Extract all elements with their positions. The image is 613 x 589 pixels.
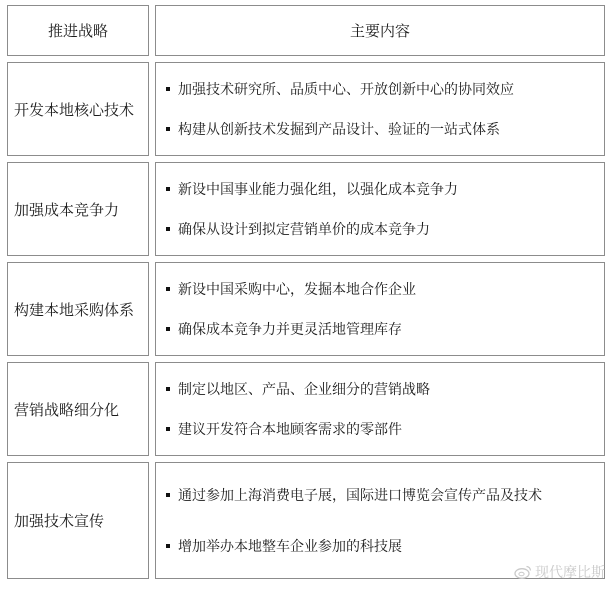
strategy-cell: 加强成本竞争力 bbox=[7, 162, 149, 256]
bullet-icon bbox=[166, 227, 170, 231]
item-text: 加强技术研究所、品质中心、开放创新中心的协同效应 bbox=[178, 82, 514, 98]
list-item bbox=[166, 279, 604, 299]
header-content: 主要内容 bbox=[155, 5, 605, 56]
item-text: 通过参加上海消费电子展，国际进口博览会宣传产品及技术 bbox=[178, 487, 542, 504]
content-cell bbox=[155, 62, 605, 156]
content-cell bbox=[155, 362, 605, 456]
item-text: 制定以地区、产品、企业细分的营销战略 bbox=[178, 382, 430, 398]
bullet-icon bbox=[166, 427, 170, 431]
list-item bbox=[166, 485, 604, 505]
strategy-table bbox=[7, 5, 605, 579]
bullet-icon bbox=[166, 493, 170, 497]
list-item bbox=[166, 119, 604, 139]
strategy-cell: 构建本地采购体系 bbox=[7, 262, 149, 356]
item-text: 确保从设计到拟定营销单价的成本竞争力 bbox=[178, 222, 430, 238]
weibo-icon bbox=[514, 565, 532, 579]
list-item bbox=[166, 319, 604, 339]
item-text: 确保成本竞争力并更灵活地管理库存 bbox=[178, 322, 402, 338]
list-item bbox=[166, 179, 604, 199]
watermark-text: 现代摩比斯 bbox=[535, 565, 605, 581]
item-text: 建议开发符合本地顾客需求的零部件 bbox=[178, 422, 402, 438]
item-text: 增加举办本地整车企业参加的科技展 bbox=[178, 539, 402, 556]
list-item bbox=[166, 379, 604, 399]
bullet-icon bbox=[166, 287, 170, 291]
item-text: 新设中国采购中心，发掘本地合作企业 bbox=[178, 282, 416, 298]
item-text: 构建从创新技术发掘到产品设计、验证的一站式体系 bbox=[178, 122, 500, 138]
list-item bbox=[166, 536, 604, 556]
bullet-icon bbox=[166, 87, 170, 91]
bullet-icon bbox=[166, 127, 170, 131]
content-cell bbox=[155, 162, 605, 256]
list-item bbox=[166, 79, 604, 99]
bullet-icon bbox=[166, 544, 170, 548]
list-item bbox=[166, 419, 604, 439]
header-strategy: 推进战略 bbox=[7, 5, 149, 56]
strategy-cell: 加强技术宣传 bbox=[7, 462, 149, 579]
bullet-icon bbox=[166, 327, 170, 331]
watermark bbox=[514, 562, 605, 582]
bullet-icon bbox=[166, 387, 170, 391]
strategy-cell: 开发本地核心技术 bbox=[7, 62, 149, 156]
item-text: 新设中国事业能力强化组，以强化成本竞争力 bbox=[178, 182, 458, 198]
strategy-cell: 营销战略细分化 bbox=[7, 362, 149, 456]
content-cell bbox=[155, 262, 605, 356]
bullet-icon bbox=[166, 187, 170, 191]
list-item bbox=[166, 219, 604, 239]
